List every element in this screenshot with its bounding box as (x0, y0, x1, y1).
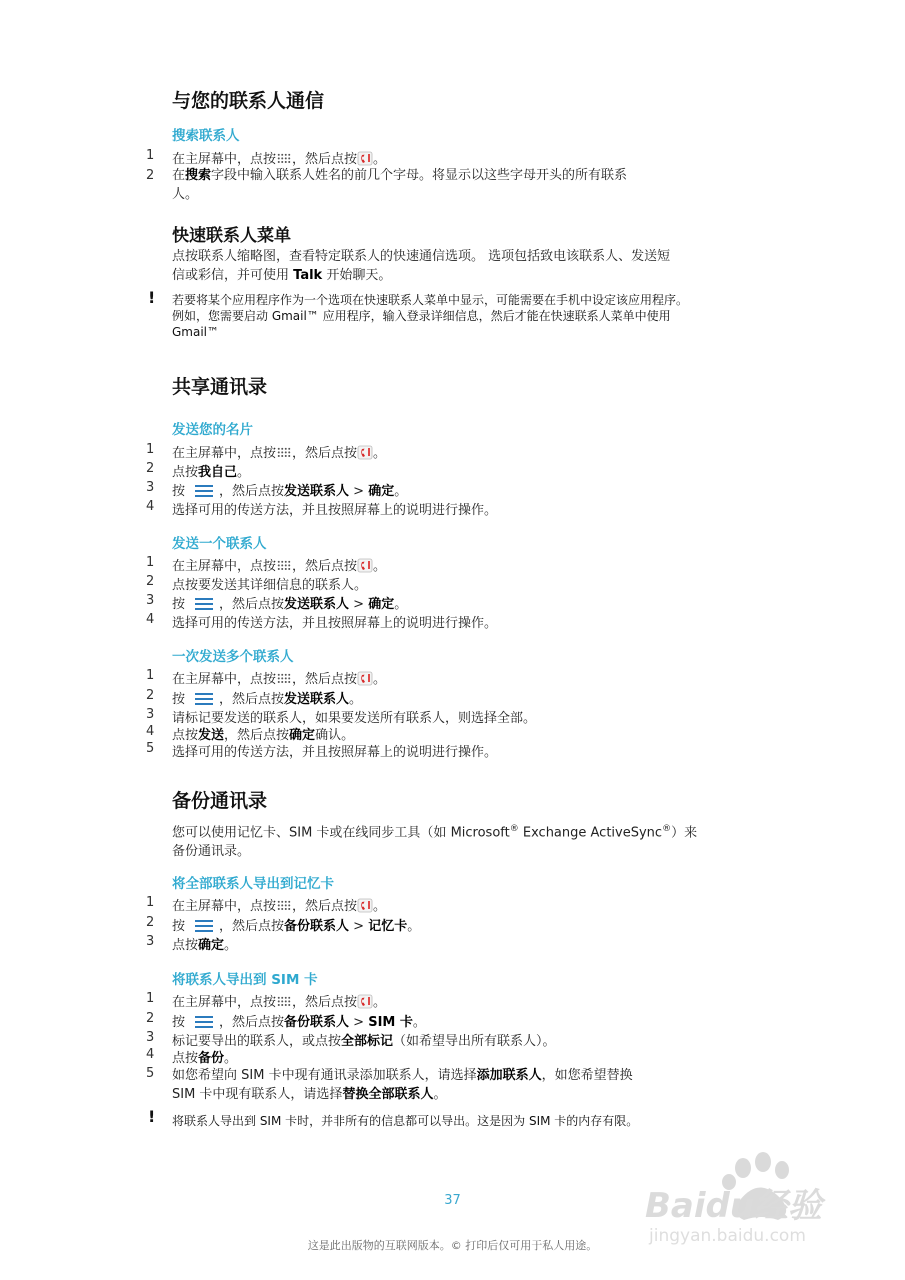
paragraph-part: 开始聊天。 (322, 268, 392, 283)
baidu-watermark (645, 1150, 845, 1260)
paragraph-part: 备份通讯录。 (172, 844, 251, 860)
step-text-part: 。 (373, 559, 387, 574)
step-bold: 我自己 (198, 465, 238, 480)
step-text-part: ，然后点按 (219, 692, 285, 707)
step-text: 请标记要发送的联系人，如果要发送所有联系人，则选择全部。 (172, 711, 537, 726)
step-text: 选择可用的传送方法，并且按照屏幕上的说明进行操作。 (172, 745, 498, 760)
step-text-part: 。 (224, 1051, 238, 1066)
step-text-part: 。 (373, 995, 387, 1010)
step-bold: 搜索 (185, 168, 212, 183)
paragraph-part: ）来 (671, 825, 698, 841)
step-number: 4 (146, 1047, 155, 1062)
step-number: 3 (146, 480, 155, 495)
step-number: 4 (146, 612, 155, 627)
step-text-part: （如希望导出所有联系人）。 (393, 1034, 556, 1049)
subheading-export-sim: 将联系人导出到 SIM 卡 (172, 972, 318, 988)
step-text-part: > (349, 1015, 369, 1030)
section-title-quick-menu: 快速联系人菜单 (172, 226, 291, 246)
watermark-brand: Baidu经验 (645, 1186, 823, 1226)
step-text-part: ，然后点按 (292, 899, 358, 914)
step-text-part: ，然后点按 (292, 446, 358, 461)
note-text (172, 292, 688, 340)
quick-menu-paragraph (172, 247, 670, 285)
step-text-part: ，然后点按 (219, 597, 285, 612)
step-text-part: ，然后点按 (292, 672, 358, 687)
step-text-part: 人。 (172, 187, 199, 202)
step-number: 2 (146, 1011, 155, 1026)
step-text (172, 895, 386, 917)
step-text-part: 字段中输入联系人姓名的前几个字母。将显示以这些字母开头的所有联系 (211, 168, 628, 183)
apps-grid-icon (277, 996, 291, 1007)
step-number: 2 (146, 915, 155, 930)
step-bold: 备份联系人 (284, 1015, 350, 1030)
step-bold: 记忆卡 (368, 919, 408, 934)
step-bold: 替换全部联系人 (342, 1087, 434, 1102)
step-text-part: 在 (172, 168, 186, 183)
paragraph-part: Exchange ActiveSync (518, 825, 663, 841)
step-number: 3 (146, 1030, 155, 1045)
paragraph-part: 信或彩信，并可使用 (172, 268, 294, 283)
subheading-send-one: 发送一个联系人 (172, 536, 267, 552)
warning-icon: ! (148, 1107, 156, 1126)
subheading-export-memory-card: 将全部联系人导出到记忆卡 (172, 876, 334, 892)
step-text-part: 。 (394, 597, 408, 612)
subheading-search-contacts: 搜索联系人 (172, 128, 240, 144)
step-text: 选择可用的传送方法，并且按照屏幕上的说明进行操作。 (172, 503, 498, 518)
step-text-part: ，然后点按 (292, 152, 358, 167)
step-text (172, 1047, 237, 1066)
step-text-part: ，然后点按 (219, 1015, 285, 1030)
step-text (172, 166, 627, 204)
step-text-part: 。 (224, 938, 238, 953)
apps-grid-icon (277, 153, 291, 164)
step-text-part: 。 (373, 446, 387, 461)
step-text (172, 934, 237, 953)
step-text-part: 在主屏幕中，点按 (172, 995, 277, 1010)
step-text-part: ，如您希望替换 (541, 1068, 633, 1083)
step-text-part: 。 (394, 484, 408, 499)
step-text-part: SIM 卡中现有联系人，请选择 (172, 1087, 343, 1102)
step-text-part: 确认。 (315, 728, 355, 743)
step-text-part: 。 (237, 465, 251, 480)
paragraph-bold: Talk (293, 268, 323, 283)
step-bold: 发送联系人 (284, 597, 350, 612)
watermark-url: jingyan.baidu.com (649, 1226, 806, 1246)
step-number: 2 (146, 574, 155, 589)
step-text: 点按要发送其详细信息的联系人。 (172, 578, 368, 593)
step-number: 1 (146, 148, 155, 163)
step-text-part: 按 (172, 919, 186, 934)
step-bold: 发送 (198, 728, 225, 743)
step-text-part: 按 (172, 1015, 186, 1030)
phonebook-icon (357, 897, 373, 917)
step-text-part: ，然后点按 (292, 559, 358, 574)
paragraph-line: 点按联系人缩略图，查看特定联系人的快速通信选项。 选项包括致电该联系人、发送短 (172, 249, 671, 264)
step-number: 1 (146, 555, 155, 570)
step-number: 4 (146, 724, 155, 739)
step-text-part: 在主屏幕中，点按 (172, 559, 277, 574)
step-number: 2 (146, 688, 155, 703)
phonebook-icon (357, 444, 373, 464)
step-text-part: 按 (172, 692, 186, 707)
registered-mark: ® (662, 824, 672, 834)
step-text-part: 。 (349, 692, 363, 707)
step-text-part: 点按 (172, 728, 199, 743)
step-text-part: 如您希望向 SIM 卡中现有通讯录添加联系人，请选择 (172, 1068, 477, 1083)
paragraph-part: 您可以使用记忆卡、SIM 卡或在线同步工具（如 Microsoft (172, 825, 510, 841)
step-number: 2 (146, 461, 155, 476)
step-text-part: 在主屏幕中，点按 (172, 446, 277, 461)
step-text (172, 991, 386, 1013)
section-title-share: 共享通讯录 (172, 376, 268, 398)
step-text-part: 按 (172, 597, 186, 612)
step-text-part: 在主屏幕中，点按 (172, 672, 277, 687)
step-bold: 添加联系人 (476, 1068, 542, 1083)
apps-grid-icon (277, 900, 291, 911)
step-text-part: > (349, 919, 369, 934)
step-text-part: > (349, 597, 369, 612)
step-text-part: 。 (373, 899, 387, 914)
step-text (172, 461, 250, 480)
step-bold: SIM 卡 (368, 1015, 413, 1030)
apps-grid-icon (277, 560, 291, 571)
backup-paragraph (172, 820, 697, 861)
apps-grid-icon (277, 673, 291, 684)
warning-icon: ! (148, 288, 156, 307)
step-text-part: 在主屏幕中，点按 (172, 152, 277, 167)
phonebook-icon (357, 670, 373, 690)
step-text-part: 。 (373, 152, 387, 167)
step-bold: 发送联系人 (284, 692, 350, 707)
step-bold: 全部标记 (341, 1034, 394, 1049)
step-bold: 确定 (368, 484, 395, 499)
note-line: 若要将某个应用程序作为一个选项在快速联系人菜单中显示，可能需要在手机中设定该应用程序。 (172, 293, 689, 307)
step-text-part: 。 (433, 1087, 447, 1102)
section-title-backup: 备份通讯录 (172, 790, 268, 812)
step-bold: 确定 (289, 728, 316, 743)
apps-grid-icon (277, 447, 291, 458)
step-number: 4 (146, 499, 155, 514)
step-text-part: 。 (373, 672, 387, 687)
step-bold: 确定 (198, 938, 225, 953)
step-text-part: ，然后点按 (292, 995, 358, 1010)
section-title-communicate: 与您的联系人通信 (172, 90, 325, 112)
note-line: Gmail™ (172, 325, 220, 339)
step-number: 1 (146, 668, 155, 683)
step-text-part: ，然后点按 (219, 484, 285, 499)
step-number: 3 (146, 593, 155, 608)
note-text: 将联系人导出到 SIM 卡时，并非所有的信息都可以导出。这是因为 SIM 卡的内存有限。 (172, 1114, 639, 1128)
step-bold: 备份联系人 (284, 919, 350, 934)
step-text-part: ，然后点按 (224, 728, 290, 743)
step-text-part: 。 (412, 1015, 426, 1030)
step-number: 1 (146, 991, 155, 1006)
step-text-part: 标记要导出的联系人，或点按 (172, 1034, 342, 1049)
step-bold: 确定 (368, 597, 395, 612)
step-number: 1 (146, 442, 155, 457)
step-text-part: > (349, 484, 369, 499)
step-bold: 备份 (198, 1051, 225, 1066)
step-number: 5 (146, 1066, 155, 1081)
phonebook-icon (357, 993, 373, 1013)
step-bold: 发送联系人 (284, 484, 350, 499)
step-text-part: 点按 (172, 465, 199, 480)
step-number: 1 (146, 895, 155, 910)
footer-notice: 这是此出版物的互联网版本。© 打印后仅可用于私人用途。 (307, 1239, 598, 1252)
step-text-part: 点按 (172, 938, 199, 953)
step-text (172, 1066, 633, 1104)
step-text-part: ，然后点按 (219, 919, 285, 934)
subheading-send-multiple: 一次发送多个联系人 (172, 649, 294, 665)
subheading-send-card: 发送您的名片 (172, 422, 253, 438)
step-text-part: 。 (407, 919, 421, 934)
step-number: 5 (146, 741, 155, 756)
step-number: 3 (146, 707, 155, 722)
step-text (172, 668, 386, 690)
step-number: 3 (146, 934, 155, 949)
note-line: 例如，您需要启动 Gmail™ 应用程序，输入登录详细信息，然后才能在快速联系人菜单中使用 (172, 309, 671, 323)
step-text: 选择可用的传送方法，并且按照屏幕上的说明进行操作。 (172, 616, 498, 631)
step-text-part: 点按 (172, 1051, 199, 1066)
page-number: 37 (444, 1193, 461, 1208)
step-number: 2 (146, 168, 155, 183)
step-text-part: 在主屏幕中，点按 (172, 899, 277, 914)
registered-mark: ® (509, 824, 519, 834)
step-text-part: 按 (172, 484, 186, 499)
